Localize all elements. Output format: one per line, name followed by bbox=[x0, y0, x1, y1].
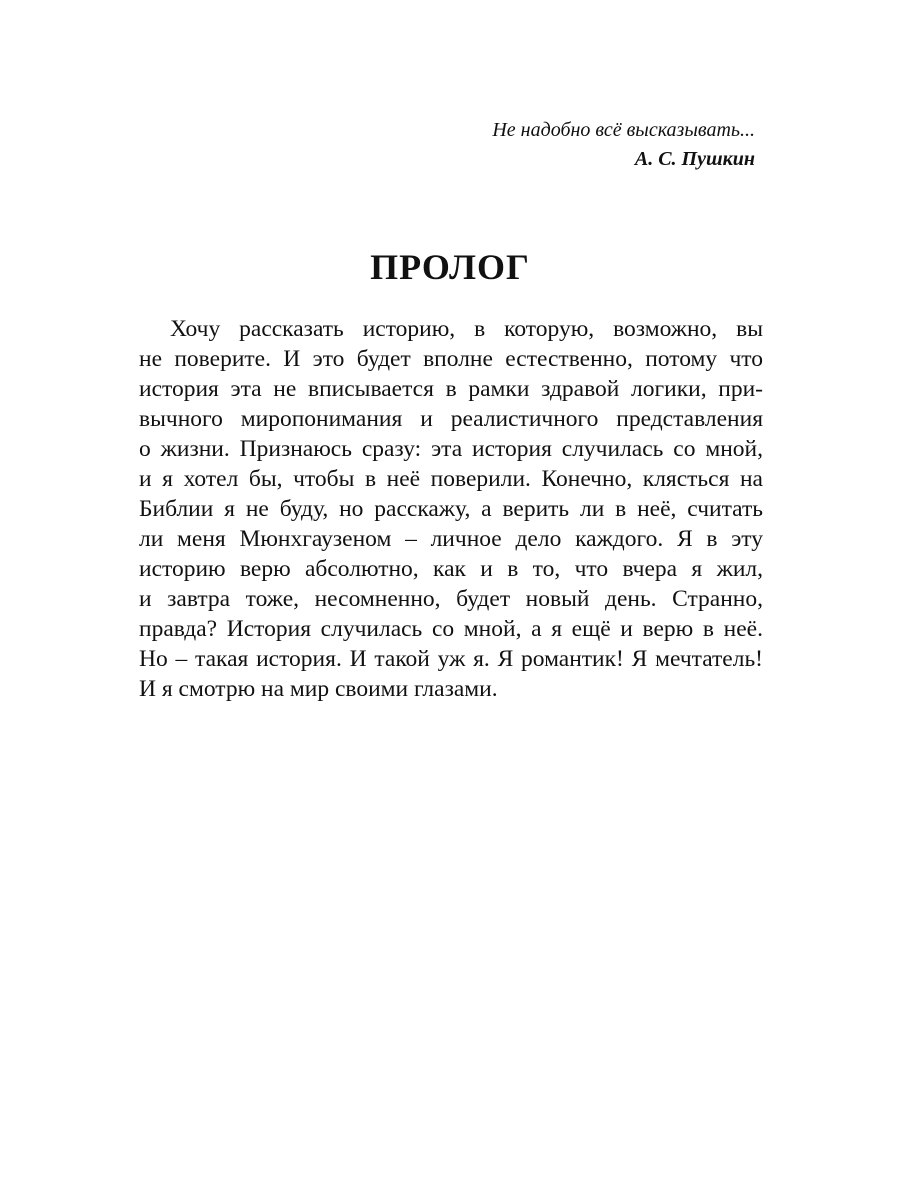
epigraph bbox=[492, 116, 755, 174]
text-line: Библии я не буду, но расскажу, а верить ли в неё, считать bbox=[139, 496, 763, 522]
text-line: не поверите. И это будет вполне естественно, потому что bbox=[139, 346, 763, 372]
text-line: историю верю абсолютно, как и в то, что вчера я жил, bbox=[139, 556, 763, 582]
text-line: Но – такая история. И такой уж я. Я романтик! Я мечтатель! bbox=[139, 646, 763, 672]
text-line: правда? История случилась со мной, а я ещё и верю в неё. bbox=[139, 616, 763, 642]
text-line: и завтра тоже, несомненно, будет новый день. Странно, bbox=[139, 586, 763, 612]
text-line: вычного миропонимания и реалистичного представления bbox=[139, 406, 763, 432]
epigraph-quote: Не надобно всё высказывать... bbox=[492, 119, 755, 141]
text-line: о жизни. Признаюсь сразу: эта история случилась со мной, bbox=[139, 436, 763, 462]
text-line: Хочу рассказать историю, в которую, возможно, вы bbox=[170, 316, 763, 342]
text-line: И я смотрю на мир своими глазами. bbox=[139, 676, 498, 702]
text-line: ли меня Мюнхгаузеном – личное дело каждого. Я в эту bbox=[139, 526, 763, 552]
text-line: история эта не вписывается в рамки здравой логики, при- bbox=[139, 376, 763, 402]
epigraph-author: А. С. Пушкин bbox=[634, 148, 755, 170]
chapter-title: ПРОЛОГ bbox=[370, 247, 530, 287]
prologue-paragraph bbox=[139, 314, 763, 704]
text-line: и я хотел бы, чтобы в неё поверили. Конечно, клясться на bbox=[139, 466, 763, 492]
